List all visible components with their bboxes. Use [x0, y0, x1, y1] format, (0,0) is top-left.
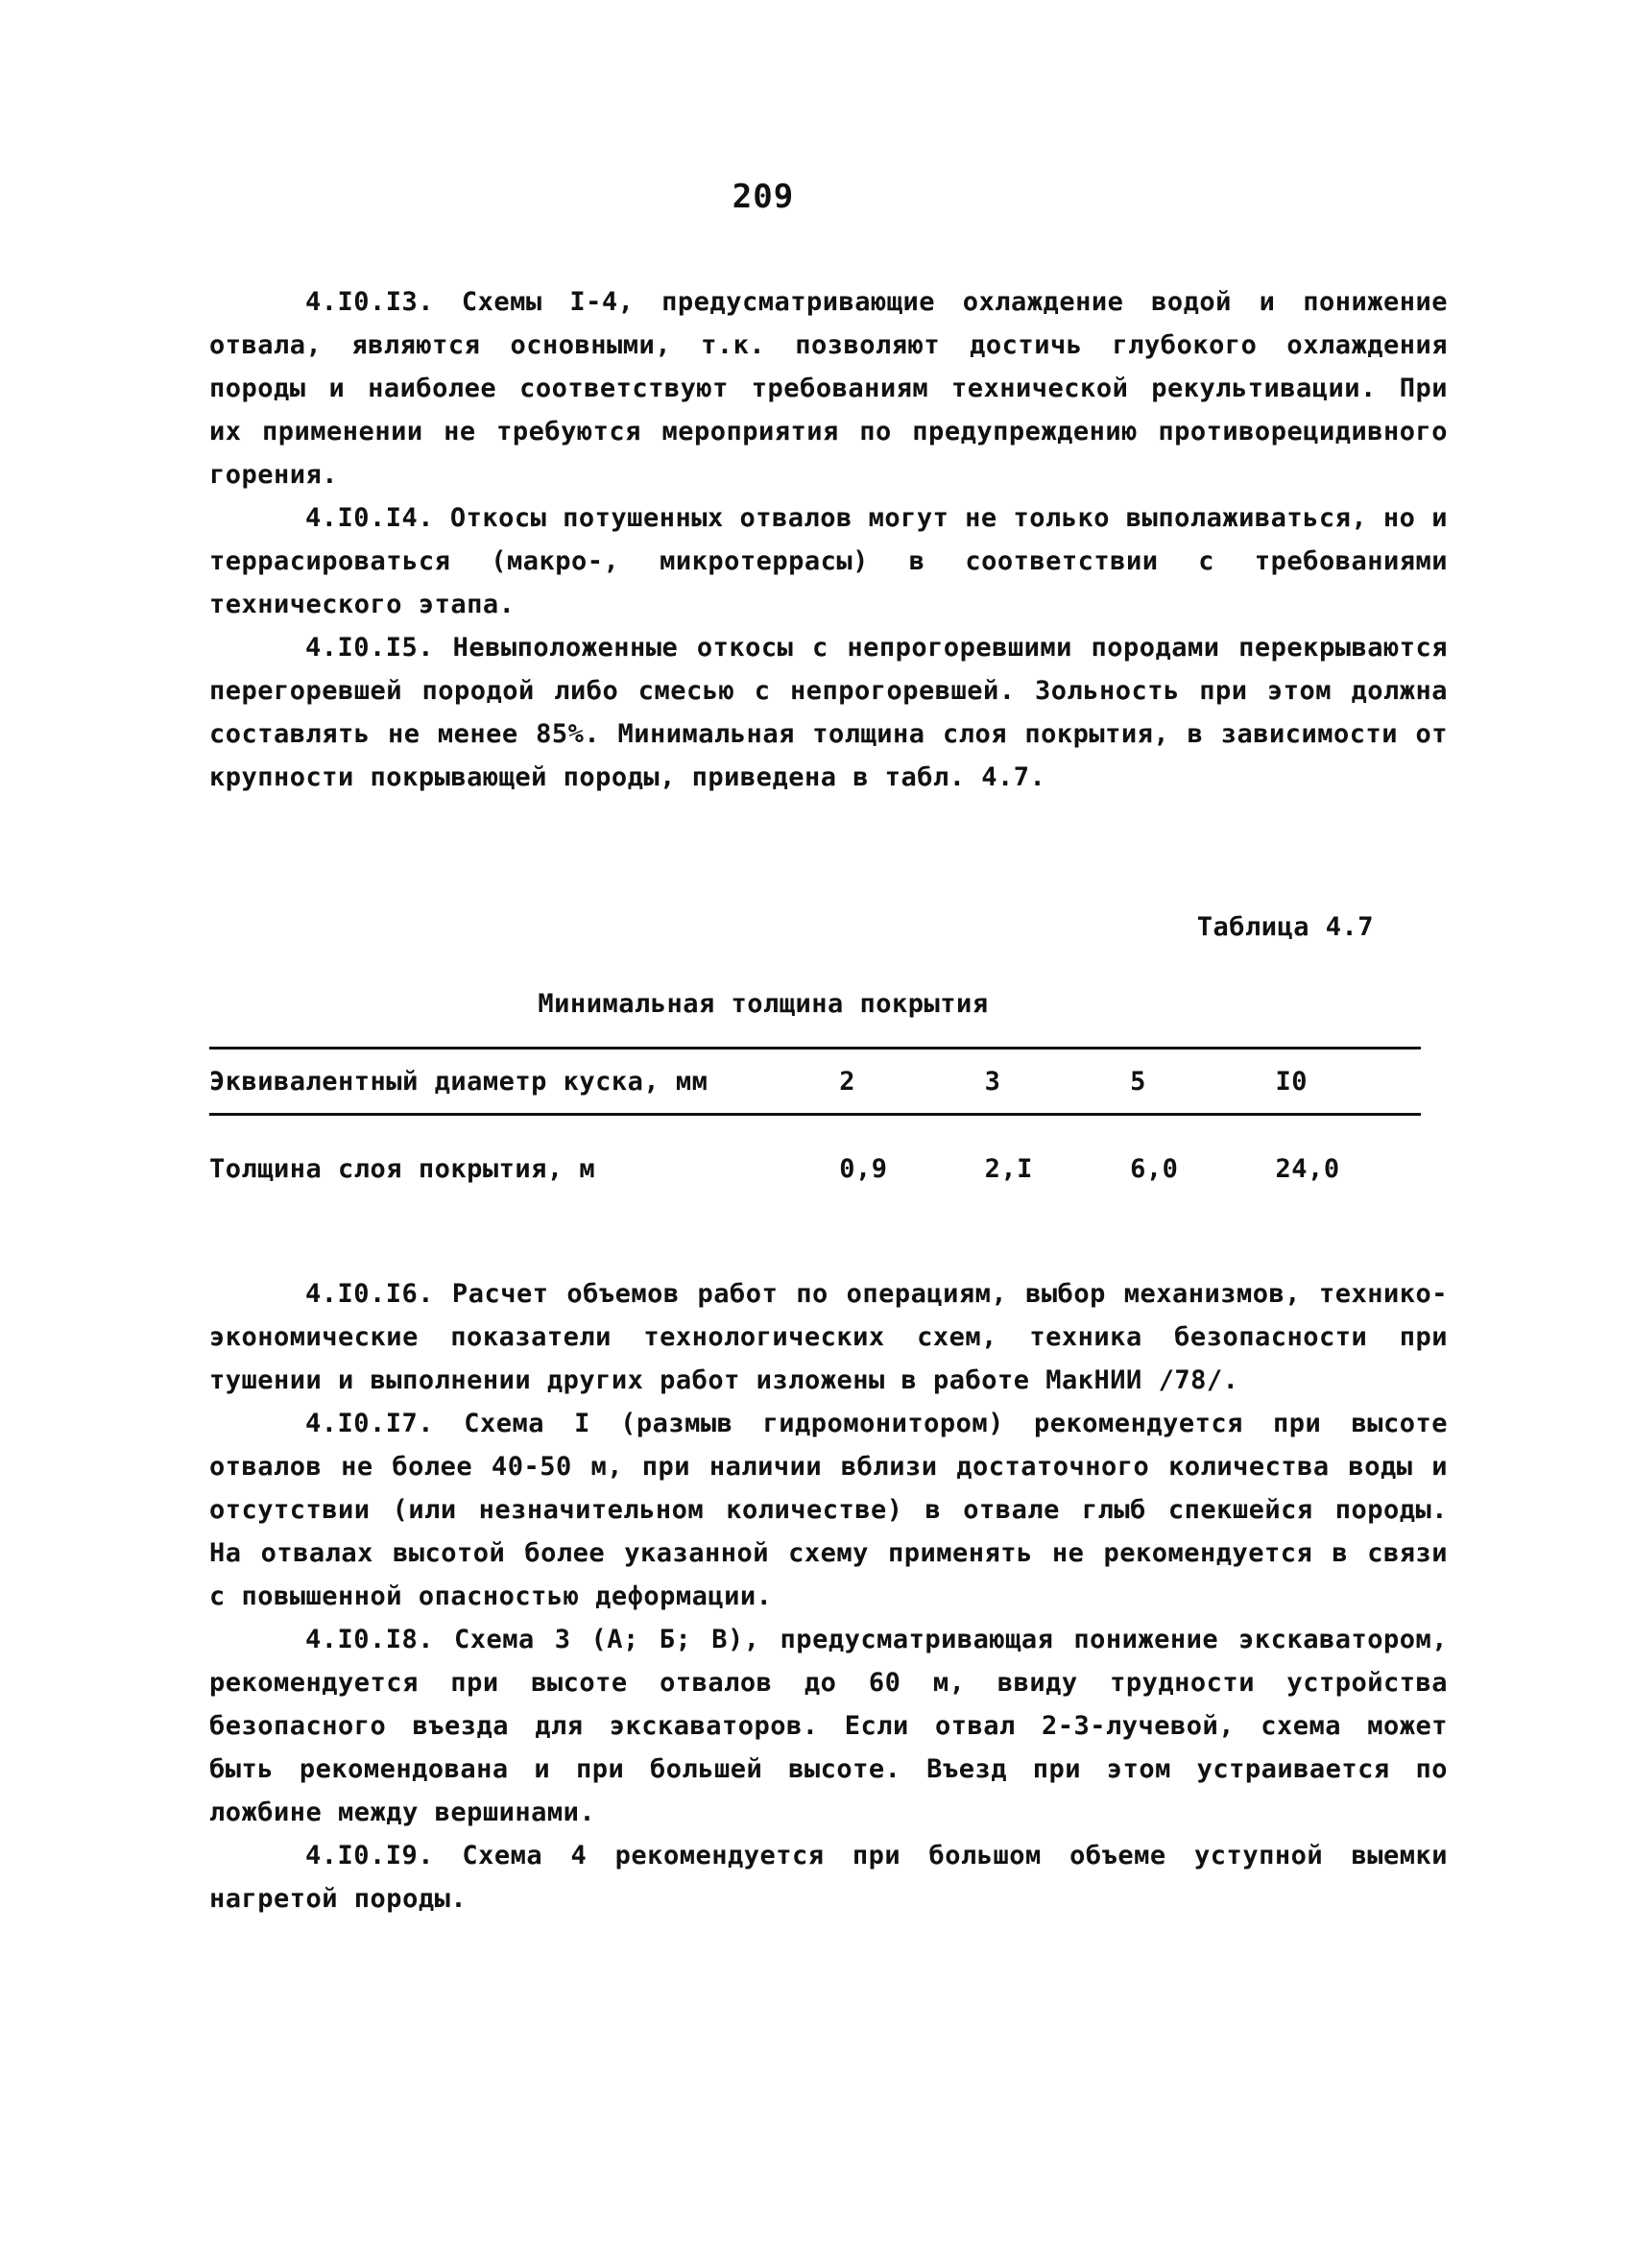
table-label: Таблица 4.7: [1196, 912, 1374, 942]
header-cell-label: Эквивалентный диаметр куска, мм: [209, 1066, 708, 1097]
table-row: [209, 1115, 1421, 1201]
paragraph-4-10-13: 4.I0.I3. Схемы I-4, предусматривающие охлаждение водой и понижение отвала, являются основными, т.к. позволяют достичь глубокого охлаждения породы и наиболее соответствуют требованиям технической рекультивации. При их применении не требуются мероприятия по предупреждению противорецидивного горения.: [209, 287, 1448, 490]
paragraph-4-10-17: 4.I0.I7. Схема I (размыв гидромонитором) рекомендуется при высоте отвалов не более 40-50 м, при наличии вблизи достаточного количества воды и отсутствии (или незначительном количестве) в отвале глыб спекшейся породы. На отвалах высотой более указанной схему применять не рекомендуется в связи с повышенной опасностью деформации.: [209, 1409, 1448, 1611]
row-cell-label: Толщина слоя покрытия, м: [209, 1153, 596, 1184]
paragraph-4-10-15: 4.I0.I5. Невыположенные откосы с непрогоревшими породами перекрываются перегоревшей породой либо смесью с непрогоревшей. Зольность при этом должна составлять не менее 85%. Минимальная толщина слоя покрытия, в зависимости от крупности покрывающей породы, приведена в табл. 4.7.: [209, 633, 1448, 792]
top-text-block: [209, 280, 1448, 799]
row-cell-3: 6,0: [1130, 1153, 1179, 1184]
header-cell-10: I0: [1275, 1066, 1309, 1097]
header-cell-2: 2: [839, 1066, 855, 1097]
paragraph-4-10-19: 4.I0.I9. Схема 4 рекомендуется при большом объеме уступной выемки нагретой породы.: [209, 1841, 1448, 1914]
bottom-text-block: [209, 1272, 1448, 1920]
row-cell-1: 0,9: [839, 1153, 888, 1184]
paragraph-4-10-18: 4.I0.I8. Схема 3 (А; Б; В), предусматривающая понижение экскаватором, рекомендуется при высоте отвалов до 60 м, ввиду трудности устройства безопасного въезда для экскаваторов. Если отвал 2-3-лучевой, схема может быть рекомендована и при большей высоте. Въезд при этом устраивается по ложбине между вершинами.: [209, 1625, 1448, 1827]
table-title: Минимальная толщина покрытия: [538, 989, 989, 1019]
coverage-thickness-table: [209, 1047, 1421, 1200]
page-number: 209: [732, 178, 795, 216]
header-cell-3: 3: [984, 1066, 1001, 1097]
paragraph-4-10-14: 4.I0.I4. Откосы потушенных отвалов могут не только выполаживаться, но и террасироваться (макро-, микротеррасы) в соответствии с требованиями технического этапа.: [209, 503, 1448, 619]
row-cell-2: 2,I: [984, 1153, 1033, 1184]
table-header-row: [209, 1049, 1421, 1115]
paragraph-4-10-16: 4.I0.I6. Расчет объемов работ по операциям, выбор механизмов, технико-экономические показатели технологических схем, техника безопасности при тушении и выполнении других работ изложены в работе МакНИИ /78/.: [209, 1279, 1448, 1395]
header-cell-5: 5: [1130, 1066, 1146, 1097]
row-cell-4: 24,0: [1275, 1153, 1340, 1184]
